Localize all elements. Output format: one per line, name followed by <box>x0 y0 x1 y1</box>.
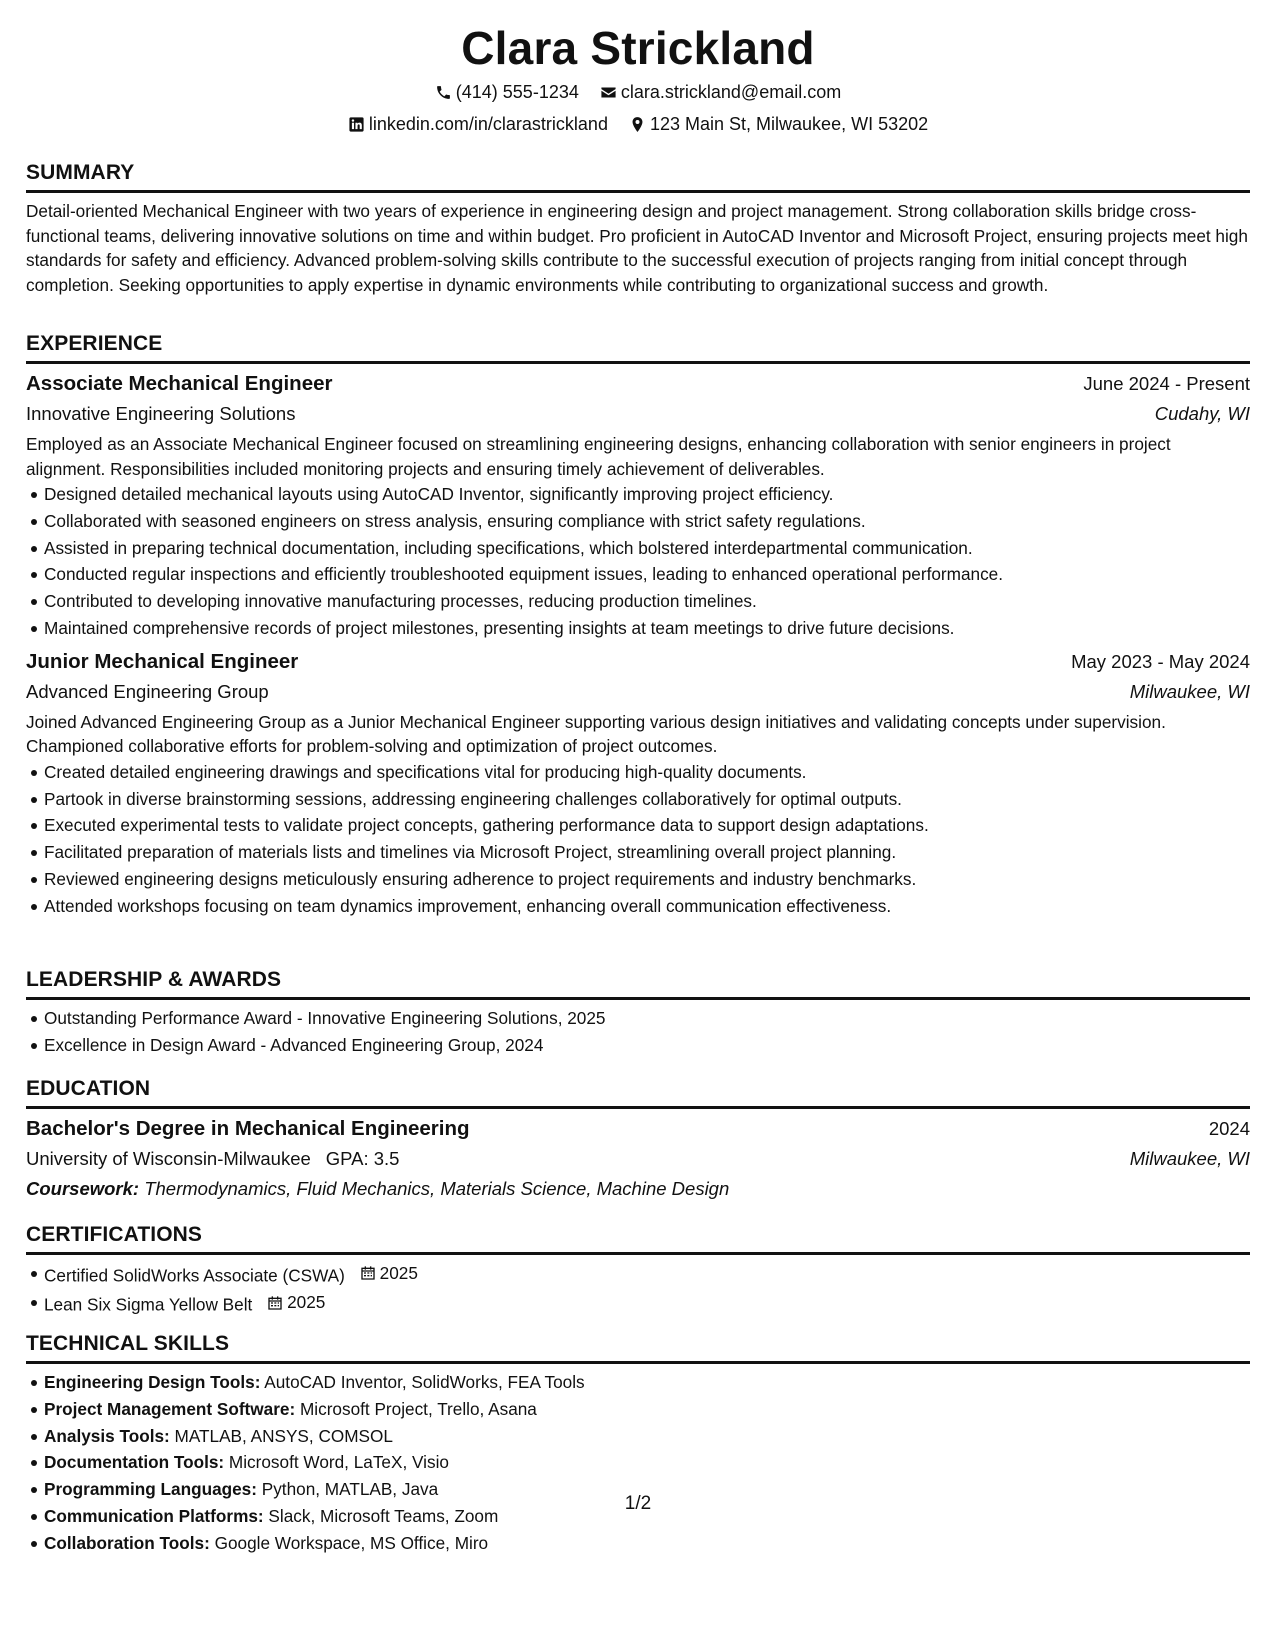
list-item <box>44 1423 1250 1450</box>
certifications-list <box>26 1260 1250 1318</box>
skill-label: Engineering Design Tools: <box>44 1372 261 1392</box>
list-item: Collaborated with seasoned engineers on stress analysis, ensuring compliance with strict safety regulations. <box>44 508 1250 535</box>
skill-value: Microsoft Word, LaTeX, Visio <box>228 1452 449 1473</box>
list-item <box>44 1260 1250 1289</box>
job-entry <box>26 647 1250 920</box>
degree-name: Bachelor's Degree in Mechanical Engineering <box>26 1117 470 1140</box>
certification-year: 2025 <box>287 1292 326 1313</box>
contact-line-1 <box>26 80 1250 107</box>
certifications-heading: CERTIFICATIONS <box>26 1222 1250 1255</box>
experience-heading: EXPERIENCE <box>26 331 1250 364</box>
summary-section <box>26 160 1250 297</box>
list-item: Partook in diverse brainstorming sessions, addressing engineering challenges collaboratively for optimal outputs. <box>44 786 1250 813</box>
linkedin-icon <box>348 116 365 133</box>
envelope-icon <box>600 84 617 101</box>
certification-name: Certified SolidWorks Associate (CSWA) <box>44 1265 345 1286</box>
summary-heading: SUMMARY <box>26 160 1250 193</box>
education-section <box>26 1076 1250 1204</box>
graduation-year: 2024 <box>1208 1118 1250 1139</box>
school-name: University of Wisconsin-Milwaukee <box>26 1148 311 1169</box>
skills-section <box>26 1331 1250 1557</box>
job-entry <box>26 369 1250 642</box>
list-item <box>44 1369 1250 1396</box>
skill-value: MATLAB, ANSYS, COMSOL <box>174 1425 393 1446</box>
job-location: Cudahy, WI <box>1154 403 1250 424</box>
company-name: Innovative Engineering Solutions <box>26 403 296 424</box>
address-contact <box>629 112 928 136</box>
coursework-label: Coursework: <box>26 1178 140 1199</box>
calendar-icon <box>267 1295 283 1311</box>
job-dates: May 2023 - May 2024 <box>1071 650 1250 672</box>
list-item: Assisted in preparing technical documentation, including specifications, which bolstered interdepartmental communication. <box>44 535 1250 562</box>
awards-heading: LEADERSHIP & AWARDS <box>26 967 1250 1000</box>
job-bullets <box>26 759 1250 920</box>
company-name: Advanced Engineering Group <box>26 680 269 702</box>
education-heading: EDUCATION <box>26 1076 1250 1109</box>
skills-heading: TECHNICAL SKILLS <box>26 1331 1250 1364</box>
job-location: Milwaukee, WI <box>1129 680 1250 702</box>
job-bullets <box>26 481 1250 642</box>
list-item <box>44 1396 1250 1423</box>
job-description: Joined Advanced Engineering Group as a Junior Mechanical Engineer supporting various design initiatives and validating concepts under supervision. Championed collaborative efforts for problem-solving and optimization of project outcomes. <box>26 711 1166 757</box>
list-item: Outstanding Performance Award - Innovative Engineering Solutions, 2025 <box>44 1005 1250 1032</box>
candidate-name: Clara Strickland <box>461 22 815 74</box>
list-item: Maintained comprehensive records of project milestones, presenting insights at team meetings to drive future decisions. <box>44 615 1250 642</box>
phone-contact <box>435 80 579 104</box>
education-entry <box>26 1114 1250 1204</box>
list-item: Contributed to developing innovative manufacturing processes, reducing production timelines. <box>44 588 1250 615</box>
school-info <box>26 1144 399 1174</box>
linkedin-text: linkedin.com/in/clarastrickland <box>368 114 608 134</box>
address-text: 123 Main St, Milwaukee, WI 53202 <box>649 114 929 134</box>
list-item: Created detailed engineering drawings and specifications vital for producing high-quality documents. <box>44 759 1250 786</box>
contact-line-2 <box>26 112 1250 139</box>
list-item <box>44 1449 1250 1476</box>
coursework-list: Thermodynamics, Fluid Mechanics, Materials Science, Machine Design <box>144 1178 730 1199</box>
certification-date <box>360 1260 418 1287</box>
list-item <box>44 1289 1250 1318</box>
skill-value: Microsoft Project, Trello, Asana <box>299 1398 537 1419</box>
skill-label: Project Management Software: <box>44 1398 296 1419</box>
skill-value: Slack, Microsoft Teams, Zoom <box>268 1505 499 1526</box>
job-dates: June 2024 - Present <box>1083 373 1250 394</box>
email-text: clara.strickland@email.com <box>620 82 842 102</box>
phone-text: (414) 555-1234 <box>455 82 579 102</box>
school-location: Milwaukee, WI <box>1129 1148 1250 1169</box>
list-item: Reviewed engineering designs meticulously ensuring adherence to project requirements and industry benchmarks. <box>44 866 1250 893</box>
email-contact[interactable] <box>600 80 841 104</box>
gpa: GPA: 3.5 <box>325 1148 400 1169</box>
summary-text: Detail-oriented Mechanical Engineer with two years of experience in engineering design and project management. Strong collaboration skills bridge cross-functional teams, delivering innovative solutions on time and within budget. Pro proficient in AutoCAD Inventor and Microsoft Project, ensuring projects meet high standards for safety and efficiency. Advanced problem-solving skills contribute to the successful execution of projects ranging from initial concept through completion. Seeking opportunities to apply expertise in dynamic environments while contributing to organizational success and growth. <box>26 201 1248 295</box>
linkedin-contact[interactable] <box>348 112 608 136</box>
awards-list <box>26 1005 1250 1059</box>
skill-label: Analysis Tools: <box>44 1425 170 1446</box>
skill-label: Collaboration Tools: <box>44 1532 210 1553</box>
certification-name: Lean Six Sigma Yellow Belt <box>44 1294 253 1315</box>
coursework <box>26 1174 1250 1204</box>
calendar-icon <box>360 1265 376 1281</box>
map-marker-icon <box>629 116 646 133</box>
experience-section <box>26 331 1250 920</box>
skill-value: Google Workspace, MS Office, Miro <box>214 1532 489 1553</box>
list-item: Conducted regular inspections and efficiently troubleshooted equipment issues, leading to enhanced operational performance. <box>44 561 1250 588</box>
skills-list <box>26 1369 1250 1557</box>
skill-label: Programming Languages: <box>44 1479 257 1500</box>
list-item <box>44 1530 1250 1557</box>
certifications-section <box>26 1222 1250 1318</box>
skill-label: Documentation Tools: <box>44 1452 225 1473</box>
list-item: Attended workshops focusing on team dynamics improvement, enhancing overall communication effectiveness. <box>44 893 1250 920</box>
job-title: Associate Mechanical Engineer <box>26 372 333 395</box>
list-item: Designed detailed mechanical layouts using AutoCAD Inventor, significantly improving project efficiency. <box>44 481 1250 508</box>
certification-year: 2025 <box>379 1263 418 1283</box>
phone-icon <box>435 84 452 101</box>
skill-value: Python, MATLAB, Java <box>261 1479 439 1500</box>
skill-value: AutoCAD Inventor, SolidWorks, FEA Tools <box>264 1372 585 1392</box>
list-item: Executed experimental tests to validate project concepts, gathering performance data to support design adaptations. <box>44 812 1250 839</box>
awards-section <box>26 967 1250 1059</box>
resume-page <box>26 0 1250 1650</box>
list-item: Excellence in Design Award - Advanced Engineering Group, 2024 <box>44 1032 1250 1059</box>
job-title: Junior Mechanical Engineer <box>26 649 299 673</box>
certification-date <box>267 1289 325 1316</box>
page-number: 1/2 <box>624 1493 652 1514</box>
skill-label: Communication Platforms: <box>44 1505 264 1526</box>
job-description: Employed as an Associate Mechanical Engineer focused on streamlining engineering designs, enhancing collaboration with senior engineers in project alignment. Responsibilities included monitoring projects and ensuring timely achievement of deliverables. <box>26 434 1171 479</box>
list-item: Facilitated preparation of materials lists and timelines via Microsoft Project, streamlining overall project planning. <box>44 839 1250 866</box>
